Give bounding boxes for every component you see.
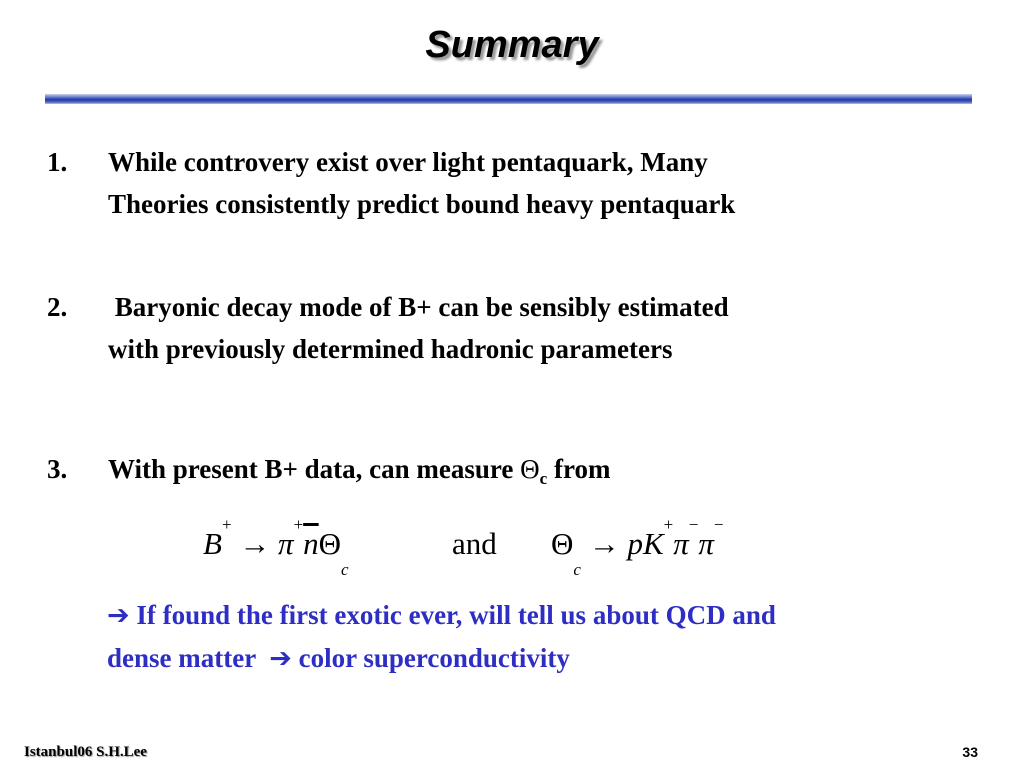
conclusion-text (107, 594, 987, 680)
item-text-line: While controvery exist over light pentaquark, Many (108, 147, 708, 177)
item-text (108, 141, 735, 225)
pion-charge: + (293, 515, 304, 534)
b-charge: + (221, 515, 232, 534)
item-text-line: Baryonic decay mode of B+ can be sensibly estimated (108, 292, 729, 322)
equation-right-side (551, 515, 724, 579)
conclusion-line-2 (107, 637, 987, 680)
item-text (108, 286, 729, 370)
conclusion-line-2-text: dense matter (107, 643, 270, 673)
equation-connector: and (452, 526, 497, 561)
proton-symbol: p (627, 526, 643, 561)
slide-title: Summary (425, 24, 599, 66)
item-text-after: from (547, 454, 611, 484)
pion-symbol: π (278, 526, 294, 561)
conclusion-line-1 (107, 594, 987, 637)
theta-subscript: c (573, 560, 581, 579)
title-divider (45, 94, 972, 104)
theta-symbol: Θ (551, 526, 574, 561)
page-number: 33 (962, 744, 978, 760)
pion-charge: − (688, 515, 699, 534)
pion-symbol: π (673, 526, 689, 561)
kaon-symbol: K (642, 526, 664, 561)
conclusion-line-2-tail: color superconductivity (291, 643, 570, 673)
item-text-before: With present B+ data, can measure (108, 454, 521, 484)
theta-subscript: c (539, 469, 548, 488)
footer-presenter: Istanbul06 S.H.Lee (24, 744, 147, 760)
right-arrow-icon: ➔ (107, 600, 130, 631)
b-meson-symbol: B (203, 526, 222, 561)
pion-symbol: π (698, 526, 714, 561)
item-text-line: with previously determined hadronic parameters (108, 334, 673, 364)
arrow-icon: → (588, 526, 620, 561)
item-number: 2. (47, 292, 68, 322)
theta-symbol: Θ (520, 454, 540, 484)
item-text (108, 448, 610, 494)
item-text-line: Theories consistently predict bound heavy pentaquark (108, 189, 736, 219)
conclusion-line-1-text: If found the first exotic ever, will tell us about QCD and (129, 600, 776, 630)
arrow-icon: → (239, 526, 271, 561)
theta-symbol: Θ (318, 526, 342, 561)
theta-subscript: c (341, 560, 349, 579)
item-number: 3. (47, 454, 68, 484)
right-arrow-icon: ➔ (269, 643, 292, 674)
antineutron-symbol: $\overline{n}$ (303, 526, 319, 561)
kaon-charge: + (663, 515, 674, 534)
equation-left-side (203, 515, 349, 579)
item-number: 1. (47, 147, 68, 177)
pion-charge: − (713, 515, 724, 534)
